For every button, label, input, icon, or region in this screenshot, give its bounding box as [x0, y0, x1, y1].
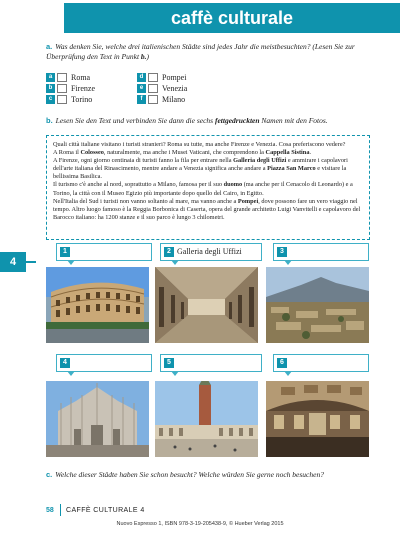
- task-c: [46, 470, 376, 480]
- city-item: [137, 83, 187, 94]
- city-checkbox[interactable]: [148, 95, 158, 104]
- city-checkbox[interactable]: [57, 84, 67, 93]
- task-a-letter: a.: [46, 42, 53, 51]
- label-number: 2: [164, 247, 174, 257]
- city-item: [46, 94, 95, 105]
- label-pointer: [171, 260, 179, 265]
- reading-paragraph: Quali città italiane visitano i turisti stranieri? Roma su tutte, ma anche Firenze e Venezia. Cosa preferiscono vedere?: [53, 141, 346, 148]
- page-title: caffè culturale: [170, 8, 294, 28]
- city-checkbox[interactable]: [148, 84, 158, 93]
- photo-label-6[interactable]: [273, 354, 369, 372]
- label-number: 1: [60, 247, 70, 257]
- task-a-text: Was denken Sie, welche drei italienischen Städte sind jedes Jahr die meistbesuchten? (Lesen Sie zur Überprüfung den Text in Punkt: [46, 42, 355, 61]
- label-pointer: [171, 371, 179, 376]
- task-c-letter: c.: [46, 470, 53, 479]
- label-number: 5: [164, 358, 174, 368]
- city-name: Pompei: [162, 73, 187, 82]
- city-key: b: [46, 84, 55, 93]
- city-checkbox[interactable]: [57, 73, 67, 82]
- reading-paragraph: A Roma il Colosseo, naturalmente, ma anche i Musei Vaticani, che comprendono la Cappella Sistina.: [53, 149, 312, 157]
- photo-label-4[interactable]: [56, 354, 152, 372]
- reading-text-box: [46, 135, 370, 240]
- city-name: Roma: [71, 73, 91, 82]
- label-pointer: [67, 260, 75, 265]
- page-header: [0, 0, 400, 36]
- city-item: [137, 72, 187, 83]
- photo-label-2[interactable]: [160, 243, 262, 261]
- city-item: [137, 94, 187, 105]
- label-pointer: [67, 371, 75, 376]
- photo-label-3[interactable]: [273, 243, 369, 261]
- city-key: e: [137, 84, 146, 93]
- city-key: f: [137, 95, 146, 104]
- task-c-text: Welche dieser Städte haben Sie schon besucht? Welche würden Sie gerne noch besuchen?: [55, 470, 324, 479]
- label-answer: Galleria degli Uffizi: [177, 247, 242, 256]
- task-b-text: Lesen Sie den Text und verbinden Sie dann die sechs: [55, 116, 215, 125]
- city-name: Milano: [162, 95, 186, 104]
- city-checkbox[interactable]: [148, 73, 158, 82]
- chapter-tab: 4: [0, 252, 26, 272]
- city-name: Venezia: [162, 84, 188, 93]
- city-key: a: [46, 73, 55, 82]
- task-a-ref: b.: [140, 52, 147, 61]
- city-item: [46, 83, 95, 94]
- photo-san-marco: [155, 381, 258, 457]
- label-number: 4: [60, 358, 70, 368]
- label-number: 3: [277, 247, 287, 257]
- photo-sistine-chapel: [266, 381, 369, 457]
- footer-chapter: CAFFÈ CULTURALE 4: [66, 507, 145, 514]
- photo-uffizi: [155, 267, 258, 343]
- reading-paragraph: A Firenze, ogni giorno centinaia di turisti fanno la fila per entrare nella Galleria degli Uffizi e ammirare i capolavori dell'arte italiana del Rinascimento, mentre andare a Venezia significa anche andare a Piazza San Marco e visitare la bellissima Basilica.: [53, 157, 348, 181]
- page-number: 58: [46, 507, 54, 514]
- chapter-tab-line: [26, 261, 36, 263]
- task-b: [46, 116, 366, 126]
- photo-label-1[interactable]: [56, 243, 152, 261]
- city-list-right: [137, 72, 187, 105]
- task-b-bold: fettgedruckten: [214, 116, 260, 125]
- label-pointer: [284, 260, 292, 265]
- label-number: 6: [277, 358, 287, 368]
- task-b-after: Namen mit den Fotos.: [259, 116, 328, 125]
- photo-milan-duomo: [46, 381, 149, 457]
- reading-paragraph: Nell'Italia del Sud i turisti non vanno soltanto al mare, ma vanno anche a Pompei, dove possono fare un vero viaggio nel tempo. Altro luogo famoso è la Reggia Borbonica di Caserta, opera del grande architetto Luigi Vanvitelli e capolavoro del Barocco italiano: ha 1200 stanze e il suo parco è lungo 3 chilometri.: [53, 197, 361, 221]
- city-key: c: [46, 95, 55, 104]
- task-a-after: ): [146, 52, 150, 61]
- city-item: [46, 72, 95, 83]
- task-a: [46, 42, 366, 62]
- footer-divider: [60, 504, 61, 516]
- city-key: d: [137, 73, 146, 82]
- label-pointer: [284, 371, 292, 376]
- city-name: Firenze: [71, 84, 95, 93]
- photo-pompeii: [266, 267, 369, 343]
- city-checkbox[interactable]: [57, 95, 67, 104]
- reading-paragraph: Il turismo c'è anche al nord, soprattutto a Milano, famosa per il suo duomo (ma anche per il Cenacolo di Leonardo) e a Torino, la città con il Museo Egizio più importante dopo quello del Cairo, in Egitto.: [53, 181, 353, 197]
- photo-colosseum: [46, 267, 149, 343]
- photo-label-5[interactable]: [160, 354, 262, 372]
- city-name: Torino: [71, 95, 93, 104]
- task-b-letter: b.: [46, 116, 53, 125]
- footer-credit: Nuovo Espresso 1, ISBN 978-3-19-205438-9, © Hueber Verlag 2015: [116, 521, 284, 527]
- city-list-left: [46, 72, 95, 105]
